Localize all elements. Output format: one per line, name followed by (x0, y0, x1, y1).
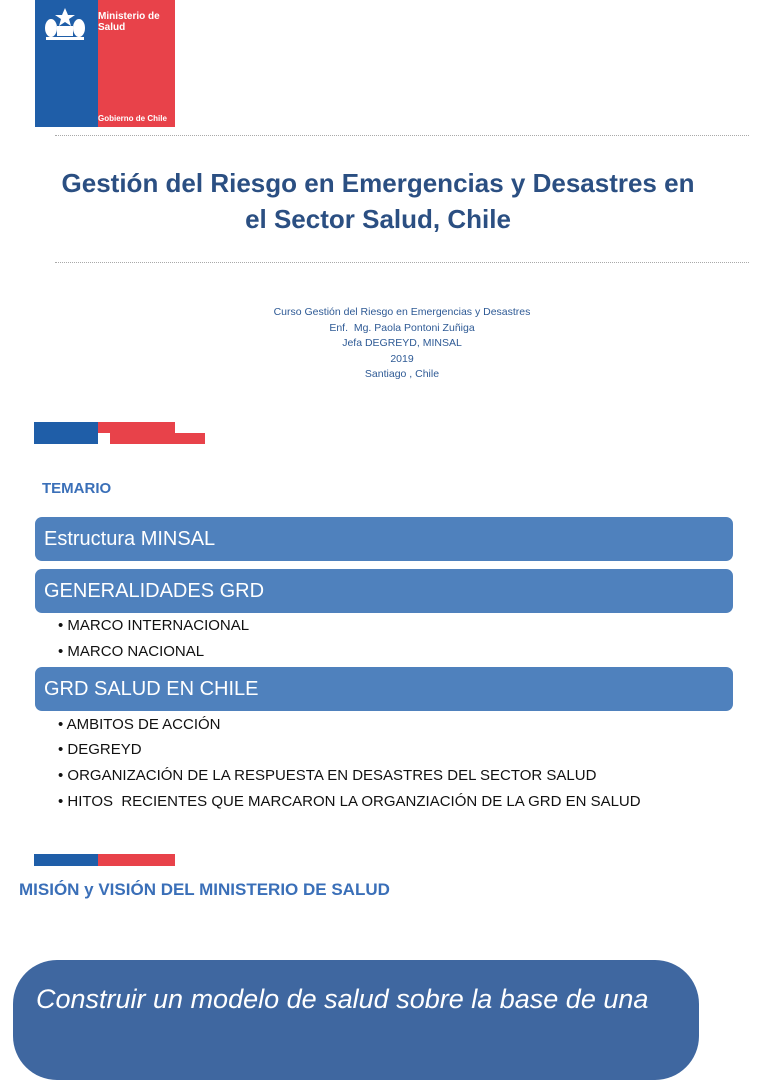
bullet-item: • DEGREYD (58, 741, 142, 758)
bullet-text: HITOS RECIENTES QUE MARCARON LA ORGANZIACIÓN DE LA GRD EN SALUD (67, 793, 641, 810)
page-title (0, 165, 756, 237)
section-estructura-minsal: Estructura MINSAL (35, 517, 733, 561)
mision-quote-text: Construir un modelo de salud sobre la base de una (36, 984, 649, 1014)
bullet-text: DEGREYD (67, 741, 142, 758)
bullet-text: MARCO INTERNACIONAL (67, 617, 250, 634)
accent-bar-blue (34, 422, 98, 444)
accent-bar-blue (34, 854, 98, 866)
logo-line-2: Salud (98, 22, 126, 33)
accent-bar-red-top (98, 422, 175, 433)
bullet-text: AMBITOS DE ACCIÓN (66, 716, 221, 733)
bullet-item: • AMBITOS DE ACCIÓN (58, 716, 221, 733)
section-grd-salud-chile: GRD SALUD EN CHILE (35, 667, 733, 711)
logo-text (98, 11, 160, 33)
bullet-item: • ORGANIZACIÓN DE LA RESPUESTA EN DESASTRES DEL SECTOR SALUD (58, 767, 597, 784)
mision-quote-box (13, 960, 699, 1080)
accent-bar-red (98, 854, 175, 866)
logo-line-1: Ministerio de (98, 11, 160, 22)
course-info-line: 2019 (390, 352, 414, 365)
title-line-2: el Sector Salud, Chile (245, 204, 511, 234)
bullet-text: ORGANIZACIÓN DE LA RESPUESTA EN DESASTRES DEL SECTOR SALUD (67, 767, 597, 784)
course-info-line: Santiago , Chile (364, 368, 440, 380)
mision-heading: MISIÓN y VISIÓN DEL MINISTERIO DE SALUD (19, 880, 390, 899)
bullet-item: • MARCO INTERNACIONAL (58, 617, 250, 634)
course-info-line: Curso Gestión del Riesgo en Emergencias y Desastres (273, 306, 531, 318)
accent-bar-red-bottom (110, 433, 205, 444)
coat-of-arms-icon (42, 6, 88, 42)
course-info-line: Jefa DEGREYD, MINSAL (342, 337, 462, 349)
divider-bottom (55, 262, 749, 263)
bullet-text: MARCO NACIONAL (67, 643, 205, 660)
bullet-item: • MARCO NACIONAL (58, 643, 205, 660)
title-line-1: Gestión del Riesgo en Emergencias y Desastres en (61, 168, 695, 198)
section-generalidades-grd: GENERALIDADES GRD (35, 569, 733, 613)
course-info-line: Enf. Mg. Paola Pontoni Zuñiga (329, 321, 475, 334)
course-info (0, 305, 768, 383)
bullet-item: • HITOS RECIENTES QUE MARCARON LA ORGANZIACIÓN DE LA GRD EN SALUD (58, 793, 641, 810)
logo-footer: Gobierno de Chile (98, 114, 167, 123)
temario-heading: TEMARIO (42, 480, 112, 497)
divider-top (55, 135, 749, 136)
